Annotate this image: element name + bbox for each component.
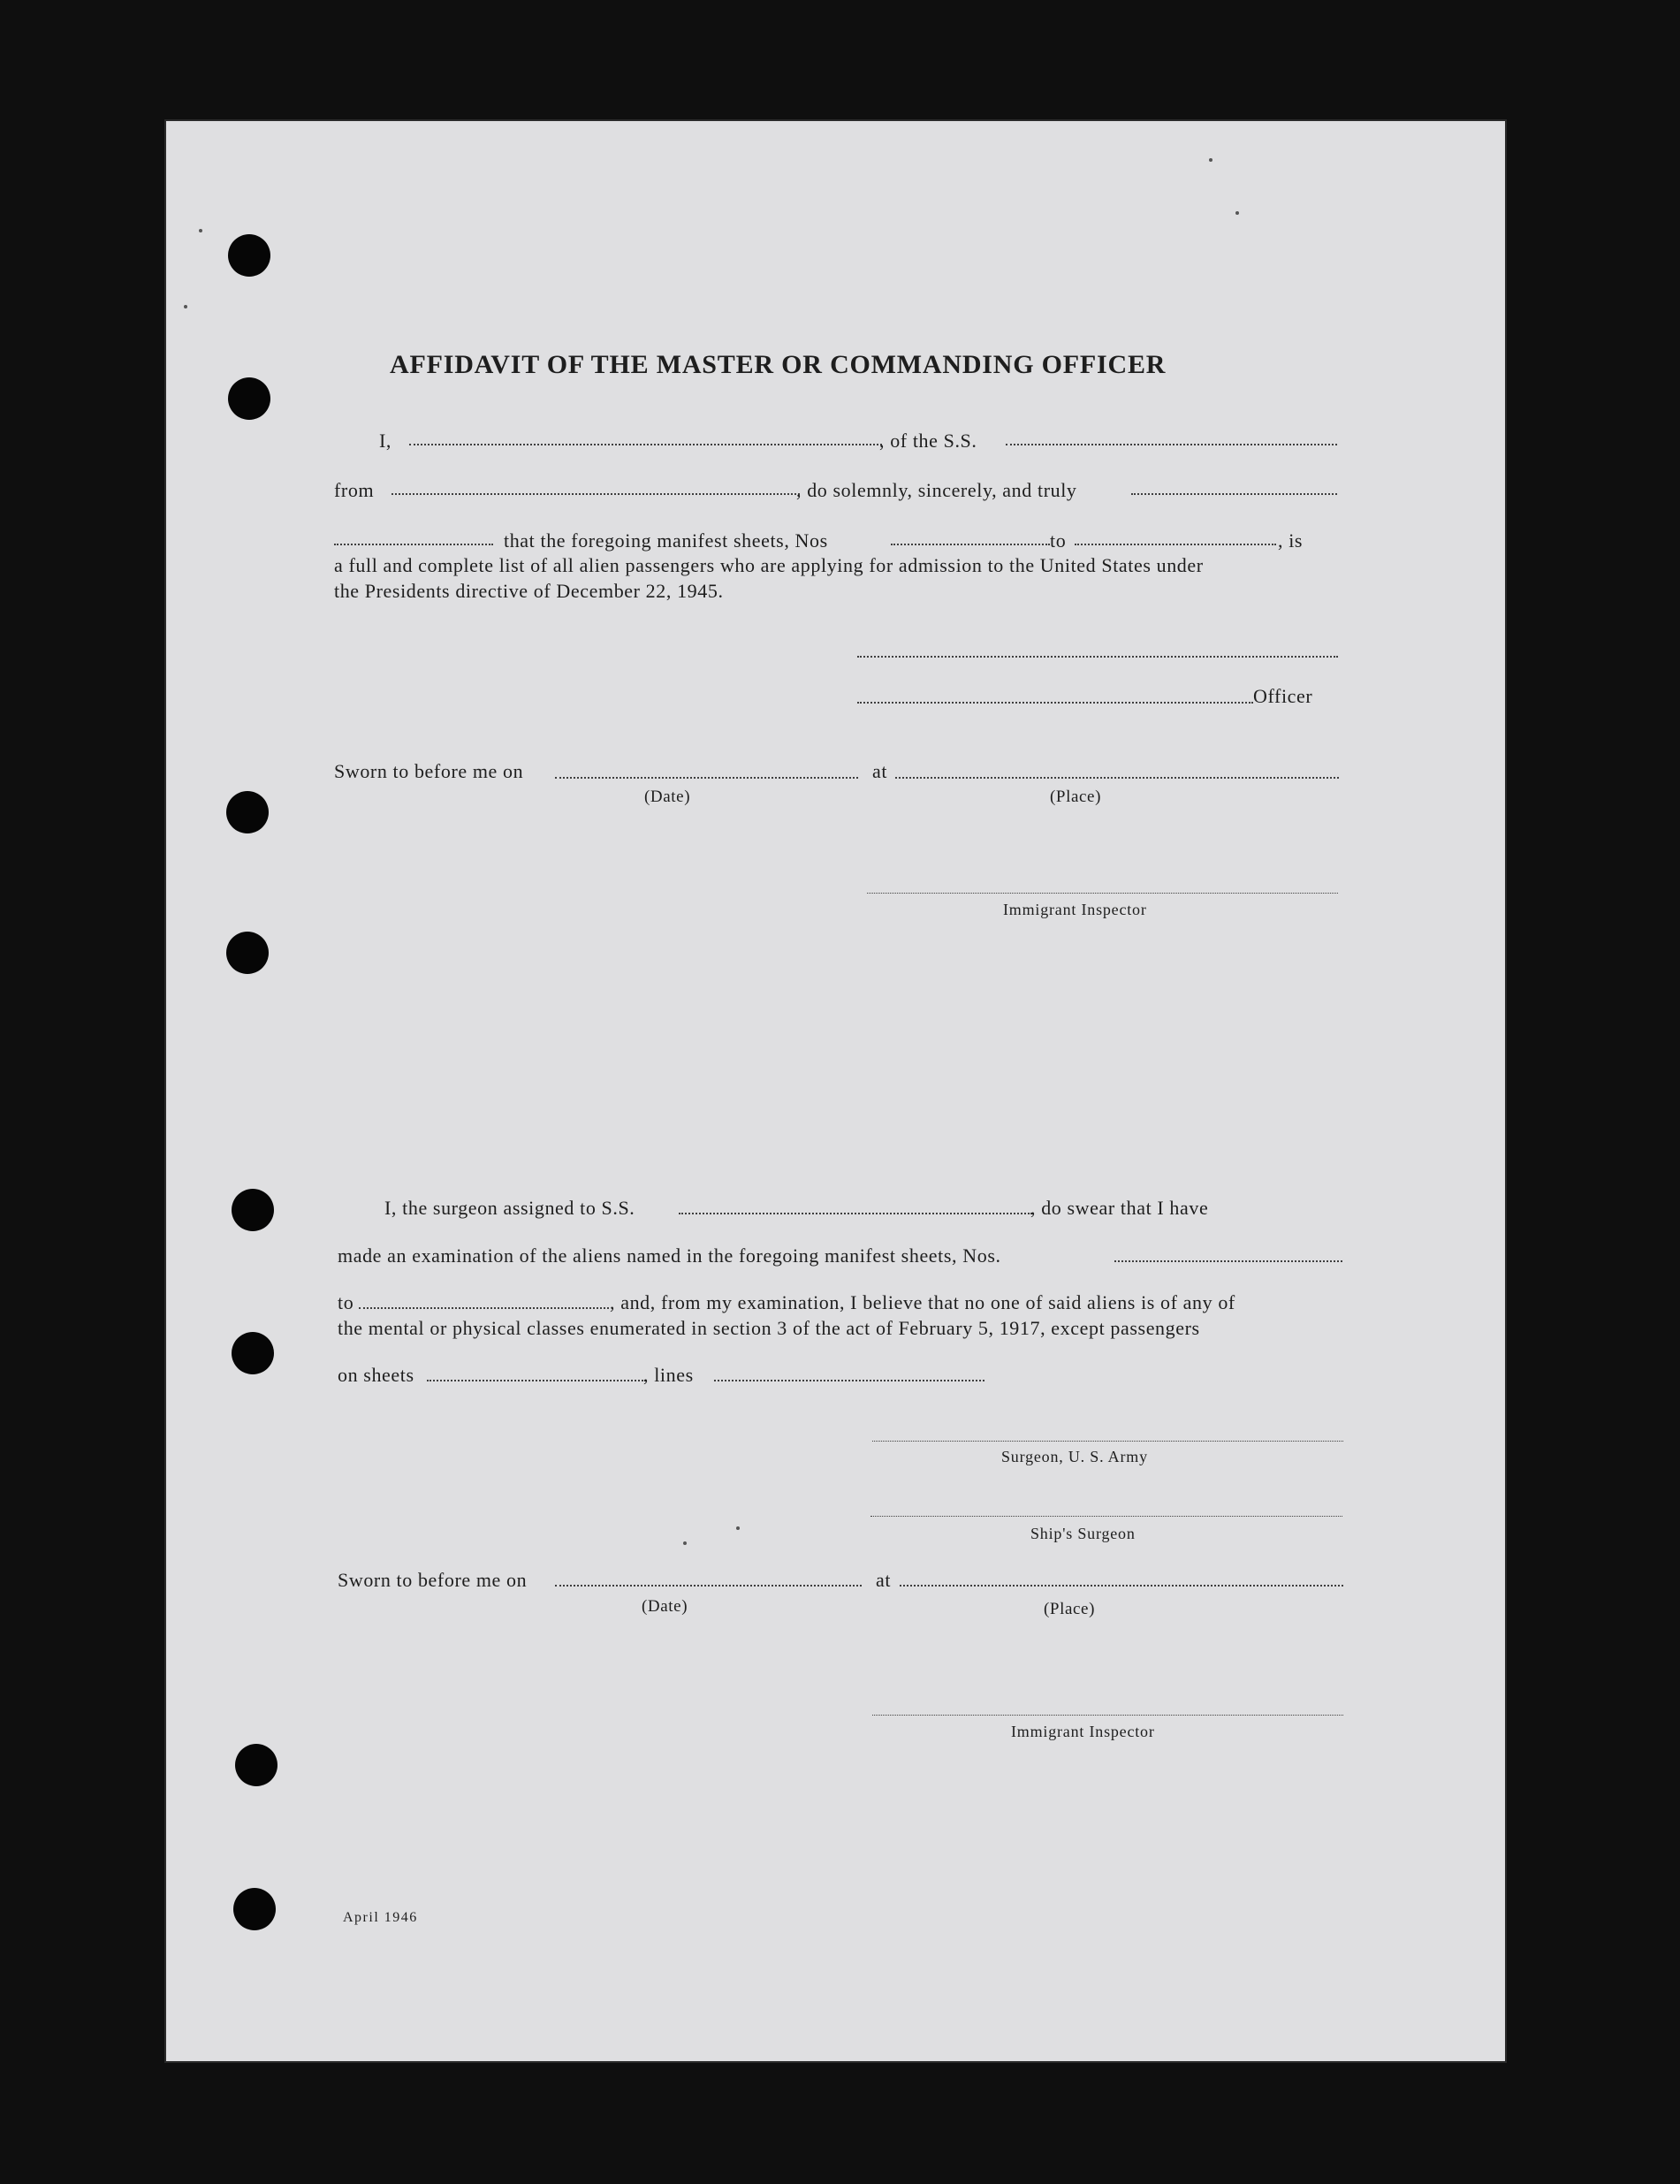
surgeon-nos-field[interactable] <box>1114 1260 1342 1262</box>
master-line2-from: from <box>334 479 375 501</box>
master-from-field[interactable] <box>391 493 800 495</box>
master-inspector-signature-line[interactable] <box>867 893 1338 894</box>
surgeon-inspector-signature-line[interactable] <box>872 1715 1343 1716</box>
punch-hole <box>232 1189 274 1231</box>
punch-hole <box>235 1744 277 1786</box>
surgeon-line1-a: I, the surgeon assigned to S.S. <box>384 1197 635 1219</box>
master-sworn-date-field[interactable] <box>555 777 858 779</box>
master-line1-i: I, <box>379 430 392 452</box>
surgeon-ship-field[interactable] <box>679 1213 1032 1214</box>
master-inspector-caption: Immigrant Inspector <box>1003 901 1147 918</box>
surgeon-date-caption: (Date) <box>642 1597 688 1616</box>
surgeon-lines-field[interactable] <box>714 1380 984 1381</box>
punch-hole <box>228 234 270 277</box>
speck <box>683 1541 687 1545</box>
form-date-footer: April 1946 <box>343 1910 418 1925</box>
surgeon-line1-b: , do swear that I have <box>1030 1197 1209 1219</box>
speck <box>736 1526 740 1530</box>
master-line3-that: that the foregoing manifest sheets, Nos <box>504 529 828 552</box>
master-line4: a full and complete list of all alien passengers who are applying for admission to the United States under <box>334 554 1204 576</box>
surgeon-sworn-at: at <box>876 1569 892 1591</box>
punch-hole <box>232 1332 274 1374</box>
ship-surgeon-caption: Ship's Surgeon <box>1030 1525 1136 1542</box>
surgeon-sheets-field[interactable] <box>427 1380 646 1381</box>
surgeon-sworn-date-field[interactable] <box>555 1585 862 1587</box>
master-line3-to: to <box>1050 529 1067 552</box>
army-surgeon-signature-line[interactable] <box>872 1441 1343 1442</box>
punch-hole <box>226 791 269 833</box>
master-sworn-label: Sworn to before me on <box>334 760 524 782</box>
officer-signature-line-1[interactable] <box>857 656 1338 658</box>
master-date-caption: (Date) <box>644 788 691 806</box>
surgeon-nos-to-field[interactable] <box>359 1307 609 1309</box>
surgeon-line5-b: , lines <box>643 1364 694 1386</box>
surgeon-line3-rest: , and, from my examination, I believe that no one of said aliens is of any of <box>610 1291 1235 1313</box>
punch-hole <box>228 377 270 420</box>
master-line5: the Presidents directive of December 22, 1945. <box>334 580 724 602</box>
army-surgeon-caption: Surgeon, U. S. Army <box>1001 1448 1148 1465</box>
officer-signature-line-2[interactable] <box>857 702 1253 704</box>
master-ship-field[interactable] <box>1006 444 1337 445</box>
punch-hole <box>226 932 269 974</box>
form-title: AFFIDAVIT OF THE MASTER OR COMMANDING OFFICER <box>390 350 1167 379</box>
speck <box>1235 211 1239 215</box>
surgeon-sworn-label: Sworn to before me on <box>338 1569 528 1591</box>
speck <box>199 229 202 232</box>
form-page <box>166 121 1505 2061</box>
ship-surgeon-signature-line[interactable] <box>870 1516 1342 1517</box>
surgeon-line5-a: on sheets <box>338 1364 414 1386</box>
master-nos-from-field[interactable] <box>891 544 1050 545</box>
master-nos-to-field[interactable] <box>1075 544 1276 545</box>
surgeon-line2: made an examination of the aliens named in the foregoing manifest sheets, Nos. <box>338 1244 1001 1267</box>
surgeon-line4: the mental or physical classes enumerated in section 3 of the act of February 5, 1917, except passengers <box>338 1317 1200 1339</box>
officer-label: Officer <box>1253 685 1313 707</box>
master-sworn-place-field[interactable] <box>895 777 1339 779</box>
master-sworn-at: at <box>872 760 888 782</box>
speck <box>184 305 187 308</box>
surgeon-line3-to: to <box>338 1291 354 1313</box>
surgeon-place-caption: (Place) <box>1044 1600 1095 1618</box>
punch-hole <box>233 1888 276 1930</box>
master-oath-word-field[interactable] <box>334 544 493 545</box>
master-place-caption: (Place) <box>1050 788 1101 806</box>
master-line1-ofss: , of the S.S. <box>879 430 977 452</box>
master-oath-field[interactable] <box>1131 493 1337 495</box>
surgeon-inspector-caption: Immigrant Inspector <box>1011 1723 1155 1740</box>
master-line3-is: , is <box>1278 529 1304 552</box>
master-line2-solemn: , do solemnly, sincerely, and truly <box>796 479 1077 501</box>
surgeon-sworn-place-field[interactable] <box>900 1585 1343 1587</box>
master-name-field[interactable] <box>409 444 882 445</box>
speck <box>1209 158 1212 162</box>
